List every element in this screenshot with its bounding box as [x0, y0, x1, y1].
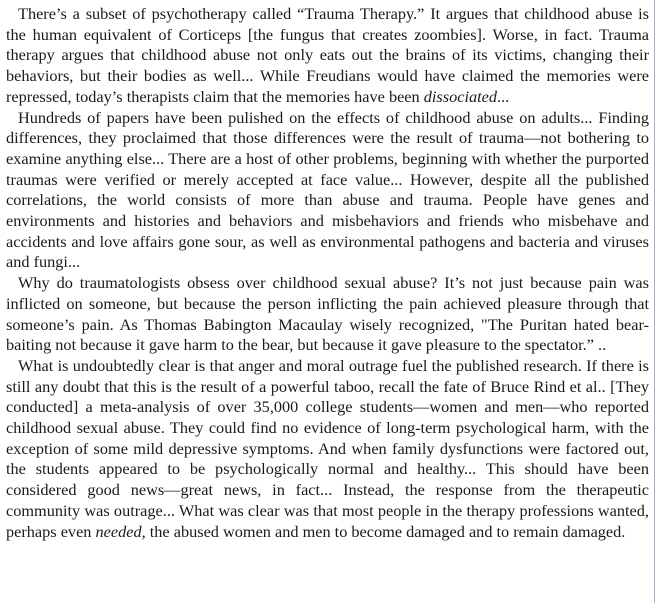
- emphasis-needed: needed: [95, 521, 142, 541]
- text-run: Why do traumatologists obsess over childhood sexual abuse? It’s not just because pain was inflicted on someone, but because the person inflicting the pain achieved pleasure through that someone’s pain. As Thomas Babington Macaulay wisely recognized, "The Puritan hated bear-baiting not because it gave harm to the bear, but because it gave pleasure to the spectator.” ..: [6, 273, 649, 355]
- text-run: ...: [497, 86, 510, 106]
- text-run: What is undoubtedly clear is that anger and moral outrage fuel the published research. If there is still any doubt that this is the result of a powerful taboo, recall the fate of Bruce Rind et al.. [They conducted] a meta-analysis of over 35,000 college students—women and men—who reported childhood sexual abuse. They could find no evidence of long-term psychological harm, with the exception of some mild depressive symptoms. And when family dysfunctions were factored out, the students appeared to be psychologically normal and healthy... This should have been considered good news—great news, in fact... Instead, the response from the therapeutic community was outrage... What was clear was that most people in the therapy professions wanted, perhaps even: [6, 355, 649, 541]
- paragraph-3: [6, 273, 649, 356]
- emphasis-dissociated: dissociated: [423, 86, 498, 106]
- paragraph-2: [6, 108, 649, 274]
- document-body: [6, 4, 649, 542]
- text-run: There’s a subset of psychotherapy called “Trauma Therapy.” It argues that childhood abuse is the human equivalent of Corticeps [the fungus that creates zoombies]. Worse, in fact. Trauma therapy argues that childhood abuse not only eats out the brains of its victims, changing their behaviors, but their bodies as well... While Freudians would have claimed the memories were repressed, today’s therapists claim that the memories have been: [6, 4, 649, 106]
- text-run: , the abused women and men to become damaged and to remain damaged.: [141, 521, 626, 541]
- text-run: Hundreds of papers have been pulished on the effects of childhood abuse on adults... Finding differences, they proclaimed that those differences were the result of trauma—not bothering to examine anything else... There are a host of other problems, beginning with whether the purported traumas were verified or merely accepted at face value... However, despite all the published correlations, the world consists of more than abuse and trauma. People have genes and environments and histories and behaviors and misbehaviors and friends who misbehave and accidents and love affairs gone sour, as well as environmental pathogens and bacteria and viruses and fungi...: [6, 107, 649, 272]
- paragraph-4: [6, 356, 649, 542]
- paragraph-1: [6, 4, 649, 108]
